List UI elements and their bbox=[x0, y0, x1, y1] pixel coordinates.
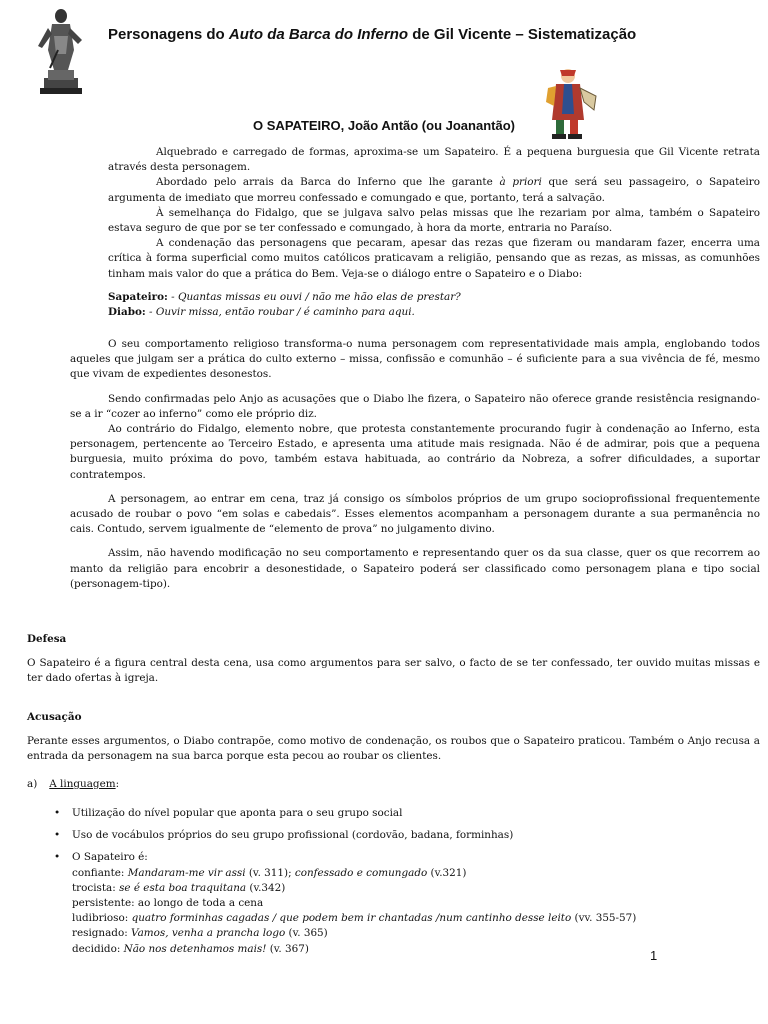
acusacao-section bbox=[27, 710, 760, 765]
main-text-block-2 bbox=[70, 337, 760, 592]
statue-illustration bbox=[30, 6, 92, 94]
trait-line: decidido: Não nos detenhamos mais! (v. 367) bbox=[72, 942, 309, 955]
paragraph: Abordado pelo arrais da Barca do Inferno que lhe garante à priori que será seu passageiro, o Sapateiro argumenta de imediato que morreu confessado e comungado e que, portanto, terá a salvação. bbox=[108, 176, 760, 204]
list-item: • Utilização do nível popular que aponta para o seu grupo social bbox=[72, 806, 760, 821]
dialog-line: Diabo: - Ouvir missa, então roubar / é caminho para aqui. bbox=[108, 306, 415, 319]
defesa-text: O Sapateiro é a figura central desta cena, usa como argumentos para ser salvo, o facto de se ter confessado, ter ouvido muitas missas e ter dado ofertas à igreja. bbox=[27, 657, 760, 685]
trait-line: ludibrioso: quatro forminhas cagadas / que podem bem ir chantadas /num cantinho desse leito (vv. 355-57) bbox=[72, 912, 637, 925]
paragraph: Assim, não havendo modificação no seu comportamento e representando quer os da sua classe, quer os que recorrem ao manto da religião para encobrir a desonestidade, o Sapateiro poderá ser classificado como personagem plana e tipo social (personagem-tipo). bbox=[70, 547, 760, 590]
traits-list bbox=[72, 866, 760, 957]
paragraph: Alquebrado e carregado de formas, aproxima-se um Sapateiro. É a pequena burguesia que Gil Vicente retrata através desta personagem. bbox=[108, 146, 760, 174]
header-title-italic: Auto da Barca do Inferno bbox=[228, 26, 409, 43]
linguagem-list bbox=[50, 802, 760, 957]
paragraph: À semelhança do Fidalgo, que se julgava salvo pelas missas que lhe rezariam por alma, também o Sapateiro estava seguro de que por se ter confessado e comungado, à hora da morte, entraria no Paraíso. bbox=[108, 206, 760, 235]
defesa-section bbox=[27, 632, 760, 687]
paragraph: O seu comportamento religioso transforma-o numa personagem com representatividade mais ampla, englobando todos aqueles que julgam ser a prática do culto externo – missa, confissão e comunhão – é suficiente para a sua vivência de fé, mesmo que vivam de expedientes desonestos. bbox=[70, 338, 760, 381]
dialog-line: Sapateiro: - Quantas missas eu ouvi / não me hão elas de prestar? bbox=[108, 290, 461, 303]
linguagem-section bbox=[27, 777, 760, 792]
trait-line: trocista: se é esta boa traquitana (v.342) bbox=[72, 881, 286, 894]
page-number: 1 bbox=[650, 948, 658, 963]
acusacao-text: Perante esses argumentos, o Diabo contrapõe, como motivo de condenação, os roubos que o Sapateiro praticou. Também o Anjo recusa a entrada da personagem na sua barca porque esta pecou ao roubar os clientes. bbox=[27, 735, 760, 763]
trait-line: resignado: Vamos, venha a prancha logo (v. 365) bbox=[72, 927, 328, 940]
acusacao-heading: Acusação bbox=[27, 711, 82, 723]
list-item: • O Sapateiro é: confiante: Mandaram-me vir assi (v. 311); confessado e comungado (v.321) trocista: se é esta boa traquitana (v.342) persistente: ao longo de toda a cena ludibrioso: quatro forminhas cagadas / que podem bem ir chantadas /num cantinho desse leito (vv. 355-57) resignado: Vamos, venha a prancha logo (v. 365) decidido: Não nos detenhamos mais! (v. 367) bbox=[72, 850, 760, 956]
dialog-block bbox=[108, 290, 760, 320]
main-text-block bbox=[108, 145, 760, 351]
section-title: O SAPATEIRO, João Antão (ou Joanantão) bbox=[253, 118, 515, 133]
defesa-heading: Defesa bbox=[27, 633, 67, 645]
trait-line: persistente: ao longo de toda a cena bbox=[72, 897, 264, 910]
trait-line: confiante: Mandaram-me vir assi (v. 311); confessado e comungado (v.321) bbox=[72, 866, 467, 879]
paragraph: A condenação das personagens que pecaram, apesar das rezas que fizeram ou mandaram fazer, encerra uma crítica à forma superficial como muitos católicos praticavam a religião, pensando que as rezas, as missas, as comunhões tinham mais valor do que a prática do Bem. Veja-se o diálogo entre o Sapateiro e o Diabo: bbox=[108, 237, 760, 280]
list-item: • Uso de vocábulos próprios do seu grupo profissional (cordovão, badana, forminhas) bbox=[72, 828, 760, 843]
paragraph: Sendo confirmadas pelo Anjo as acusações que o Diabo lhe fizera, o Sapateiro não oferece grande resistência resignando-se a ir “cozer ao inferno” como ele próprio diz. bbox=[70, 392, 760, 420]
paragraph: A personagem, ao entrar em cena, traz já consigo os símbolos próprios de um grupo socioprofissional frequentemente acusado de roubar o povo “em solas e cabedais”. Esses elementos acompanham a personagem durante a sua permanência no cais. Contudo, servem igualmente de “elemento de prova” no julgamento divino. bbox=[70, 492, 760, 536]
linguagem-heading: a) A linguagem: bbox=[27, 778, 120, 790]
paragraph: Ao contrário do Fidalgo, elemento nobre, que protesta constantemente procurando fugir à condenação ao Inferno, esta personagem, pertencente ao Terceiro Estado, e apresenta uma atitude mais resignada. Não é de admirar, pois que a pequena burguesia, muito próxima do povo, também estava habituada, ao contrário da Nobreza, a sofrer dificuldades, a suportar contratempos. bbox=[70, 423, 760, 481]
document-header-title: Personagens do Auto da Barca do Inferno de Gil Vicente – Sistematização bbox=[108, 26, 637, 43]
